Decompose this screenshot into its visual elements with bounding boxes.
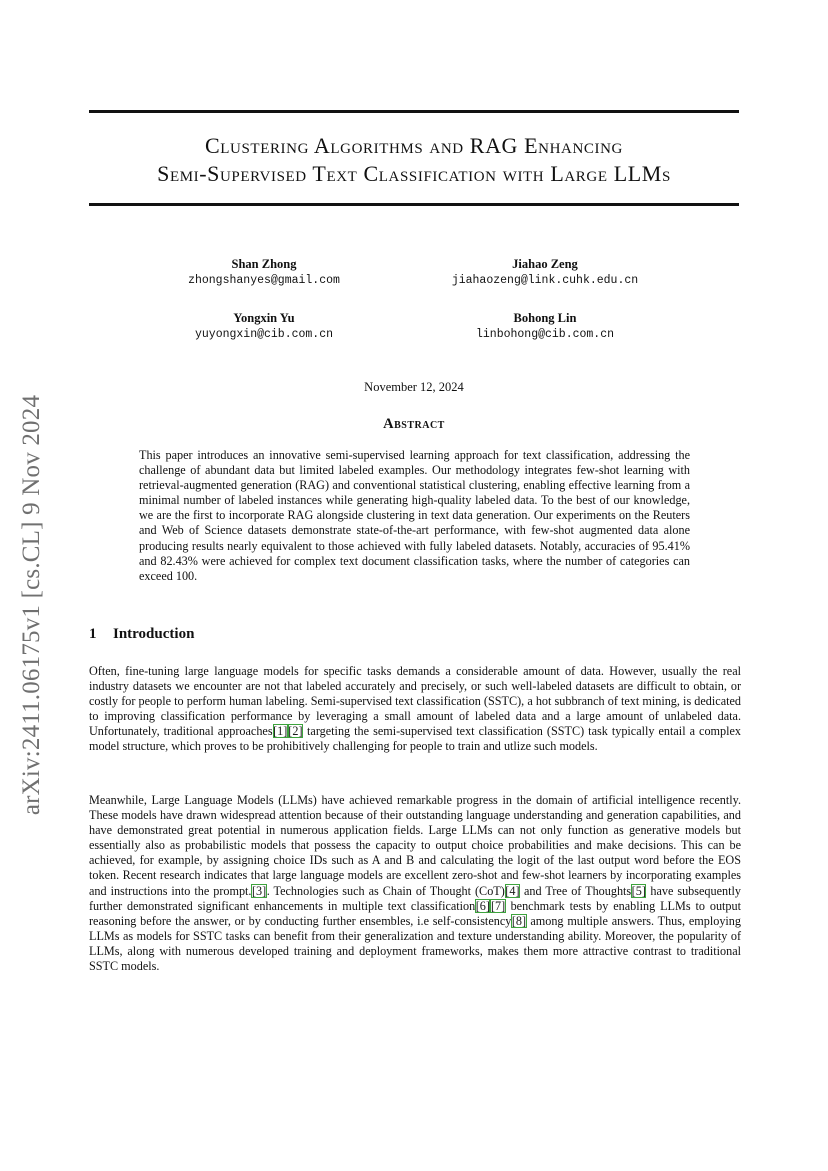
paragraph-text: and Tree of Thoughts	[520, 883, 632, 898]
title-rule-bottom	[89, 203, 739, 206]
abstract-text: This paper introduces an innovative semi-supervised learning approach for text classification, addressing the challenge of abundant data but limited labeled examples. Our methodology integrates few-shot learning with retrieval-augmented generation (RAG) and conventional statistical clustering, enabling effective learning from a minimal number of labeled instances while generating high-quality labeled data. To the best of our knowledge, we are the first to incorporate RAG alongside clustering in text data generation. Our experiments on the Reuters and Web of Science datasets demonstrate state-of-the-art performance, with few-shot augmented data alone producing results nearly equivalent to those achieved with fully labeled datasets. Notably, accuracies of 95.41% and 82.43% were achieved for complex text document classification tasks, where the number of categories can exceed 100.	[139, 448, 690, 583]
paragraph-text: Often, fine-tuning large language models for specific tasks demands a considerable amount of data. However, usually the real industry datasets we encounter are not that labeled accurately and precisely, or such well-labeled datasets are difficult to obtain, or costly for people to perform human labeling. Semi-supervised text classification (SSTC), a hot subbranch of text mining, is dedicated to improving classification performance by leveraging a small amount of labeled data and a large amount of unlabeled data. Unfortunately, traditional approaches	[89, 664, 741, 739]
author-block	[144, 310, 384, 343]
title-line-1: Clustering Algorithms and RAG Enhancing	[205, 133, 623, 158]
citation-link[interactable]: [7]	[490, 898, 506, 913]
abstract-heading: Abstract	[383, 416, 445, 432]
publication-date: November 12, 2024	[364, 380, 464, 394]
section-title: Introduction	[113, 626, 195, 642]
paragraph-text: Meanwhile, Large Language Models (LLMs) have achieved remarkable progress in the domain of artificial intelligence recently. These models have drawn widespread attention because of their outstanding language understanding and generation capabilities, and have demonstrated great potential in numerous application fields. Large LLMs can not only function as generative models but essentially also as probabilistic models that possess the capacity to output choice probabilities and make decisions. This can be achieved, for example, by assigning choice IDs such as A and B and calculating the logit of the last output word before the EOS token. Recent research indicates that large language models are excellent zero-shot and few-shot learners by incorporating examples and instructions into the prompt.	[89, 793, 741, 898]
title-line-2: Semi-Supervised Text Classification with Large LLMs	[157, 161, 671, 186]
intro-paragraph-2	[89, 793, 741, 974]
arxiv-sidebar	[4, 370, 60, 840]
paragraph-text: among multiple answers. Thus, employing LLMs as models for SSTC tasks can benefit from their generalization and texture understanding ability. Moreover, the popularity of LLMs, along with numerous developed training and deployment frameworks, makes them more attractive contrast to traditional SSTC models.	[89, 913, 741, 974]
author-block	[425, 256, 665, 289]
author-email[interactable]: zhongshanyes@gmail.com	[188, 274, 340, 287]
citation-link[interactable]: [6]	[475, 898, 490, 913]
author-email[interactable]: linbohong@cib.com.cn	[475, 328, 615, 341]
paragraph-text: targeting the semi-supervised text classification (SSTC) task typically entail a complex model structure, which proves to be prohibitively challenging for people to train and utlize such models.	[89, 724, 741, 754]
author-block	[425, 310, 665, 343]
paragraph-text: . Technologies such as Chain of Thought (CoT)	[266, 883, 505, 898]
title-rule-top	[89, 110, 739, 113]
section-heading	[89, 626, 739, 643]
section-number: 1	[89, 626, 97, 642]
author-email[interactable]: jiahaozeng@link.cuhk.edu.cn	[451, 274, 639, 287]
citation-link[interactable]: [3]	[251, 883, 267, 898]
paper-title	[89, 132, 739, 188]
author-name: Yongxin Yu	[233, 311, 295, 325]
arxiv-identifier: arXiv:2411.06175v1 [cs.CL] 9 Nov 2024	[18, 394, 45, 816]
citation-link[interactable]: [8]	[511, 913, 527, 928]
author-name: Shan Zhong	[231, 257, 297, 271]
paragraph-text: have subsequently further demonstrated significant enhancements in multiple text classification	[89, 883, 741, 913]
citation-link[interactable]: [2]	[288, 724, 303, 739]
citation-link[interactable]: [1]	[273, 724, 288, 739]
paragraph-text: benchmark tests by enabling LLMs to output reasoning before the answer, or by conducting further ensembles, i.e self-consistency	[89, 898, 741, 928]
author-email[interactable]: yuyongxin@cib.com.cn	[194, 328, 334, 341]
citation-link[interactable]: [4]	[505, 883, 520, 898]
citation-link[interactable]: [5]	[631, 883, 646, 898]
author-name: Jiahao Zeng	[512, 257, 578, 271]
author-name: Bohong Lin	[513, 311, 577, 325]
intro-paragraph-1	[89, 664, 741, 755]
author-block	[144, 256, 384, 289]
